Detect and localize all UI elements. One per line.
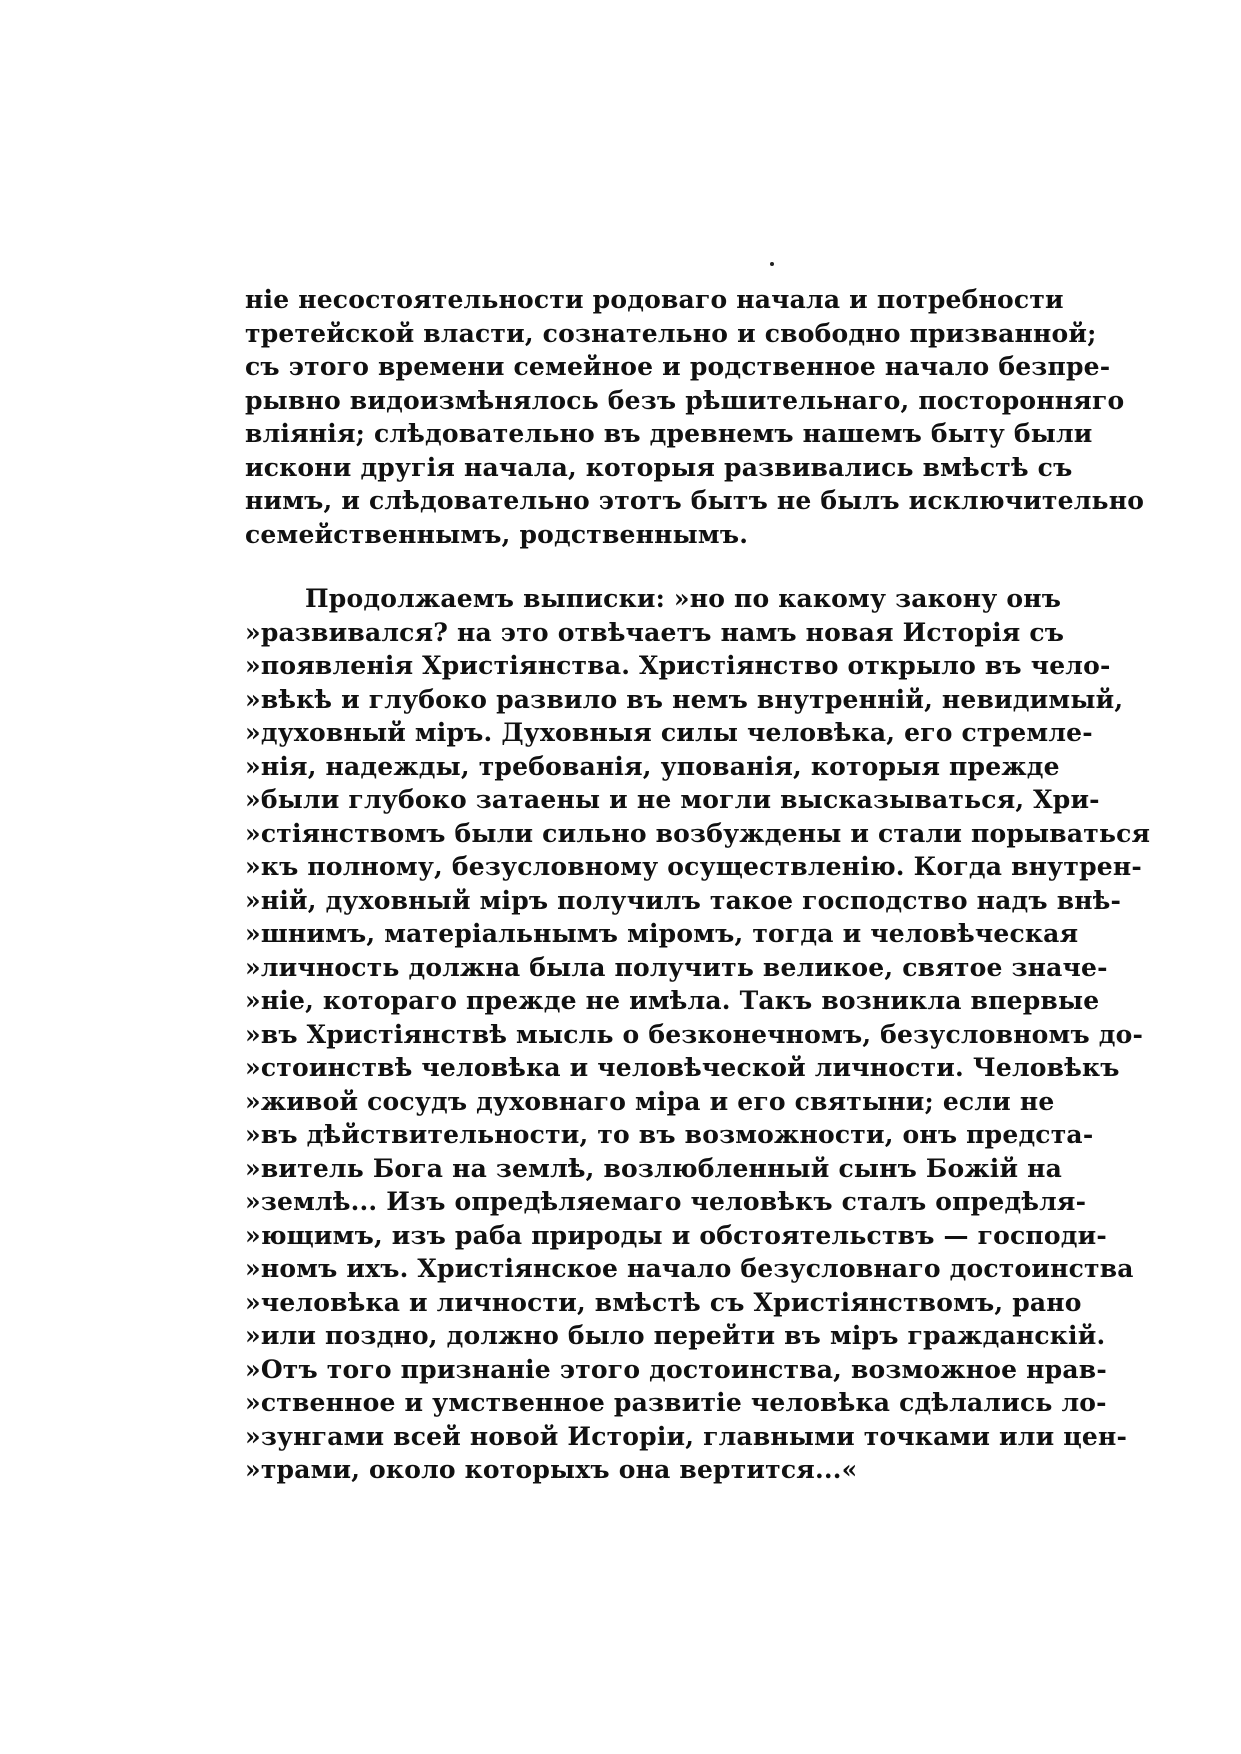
text-line: семейственнымъ, родственнымъ. xyxy=(245,519,749,549)
text-line: »появленія Христіянства. Христіянство открыло въ чело- xyxy=(245,651,1111,680)
text-line: »человѣка и личности, вмѣстѣ съ Христіянствомъ, рано xyxy=(245,1287,1082,1317)
text-line: »стіянствомъ были сильно возбуждены и стали порываться xyxy=(245,818,1151,848)
paragraph-2 xyxy=(245,582,1151,1487)
text-line: »стоинствѣ человѣка и человѣческой личности. Человѣкъ xyxy=(245,1053,1120,1082)
text-line: »ніе, котораго прежде не имѣла. Такъ возникла впервые xyxy=(245,986,1100,1015)
text-line: »нія, надежды, требованія, упованія, которыя прежде xyxy=(245,751,1060,781)
text-line: »зунгами всей новой Исторіи, главными точками или цен- xyxy=(245,1421,1128,1451)
text-line: ніе несостоятельности родоваго начала и потребности xyxy=(245,285,1064,314)
text-line: »ній, духовный міръ получилъ такое господство надъ внѣ- xyxy=(245,885,1122,915)
paragraph-1 xyxy=(245,283,1145,551)
text-line: »къ полному, безусловному осуществленію. Когда внутрен- xyxy=(245,852,1142,881)
text-line: »землѣ... Изъ опредѣляемаго человѣкъ сталъ опредѣля- xyxy=(245,1187,1087,1216)
text-line: »Отъ того признаніе этого достоинства, возможное нрав- xyxy=(245,1354,1107,1384)
text-line: »или поздно, должно было перейти въ міръ гражданскій. xyxy=(245,1321,1106,1350)
text-line: »личность должна была получить великое, святое значе- xyxy=(245,952,1108,982)
text-line: »духовный міръ. Духовныя силы человѣка, его стремле- xyxy=(245,718,1093,747)
text-line: »витель Бога на землѣ, возлюбленный сынъ Божій на xyxy=(245,1153,1063,1183)
text-line: »ющимъ, изъ раба природы и обстоятельствъ — господи- xyxy=(245,1220,1107,1250)
text-line: »живой сосудъ духовнаго міра и его святыни; если не xyxy=(245,1086,1055,1116)
text-line: »развивался? на это отвѣчаетъ намъ новая Исторія съ xyxy=(245,617,1065,647)
text-line: »номъ ихъ. Христіянское начало безусловнаго достоинства xyxy=(245,1254,1134,1283)
text-line: искони другія начала, которыя развивались вмѣстѣ съ xyxy=(245,452,1073,482)
text-line: рывно видоизмѣнялось безъ рѣшительнаго, посторонняго xyxy=(245,385,1125,415)
text-line: »въ Христіянствѣ мысль о безконечномъ, безусловномъ до- xyxy=(245,1019,1144,1049)
text-line: нимъ, и слѣдовательно этотъ бытъ не былъ исключительно xyxy=(245,486,1145,515)
text-line: »въ дѣйствительности, то въ возможности, онъ предста- xyxy=(245,1120,1094,1149)
text-line: »ственное и умственное развитіе человѣка сдѣлались ло- xyxy=(245,1388,1107,1417)
text-line: »вѣкѣ и глубоко развило въ немъ внутренній, невидимый, xyxy=(245,684,1124,714)
text-line: третейской власти, сознательно и свободно призванной; xyxy=(245,318,1097,348)
text-line: »шнимъ, матеріальнымъ міромъ, тогда и человѣческая xyxy=(245,919,1079,948)
text-line: вліянія; слѣдовательно въ древнемъ нашемъ быту были xyxy=(245,419,1093,448)
text-line: »были глубоко затаены и не могли высказываться, Хри- xyxy=(245,785,1100,814)
print-speck xyxy=(770,262,774,266)
text-line: »трами, около которыхъ она вертится...« xyxy=(245,1455,858,1484)
text-line: съ этого времени семейное и родственное начало безпре- xyxy=(245,352,1111,381)
text-line: Продолжаемъ выписки: »но по какому закону онъ xyxy=(305,584,1062,613)
